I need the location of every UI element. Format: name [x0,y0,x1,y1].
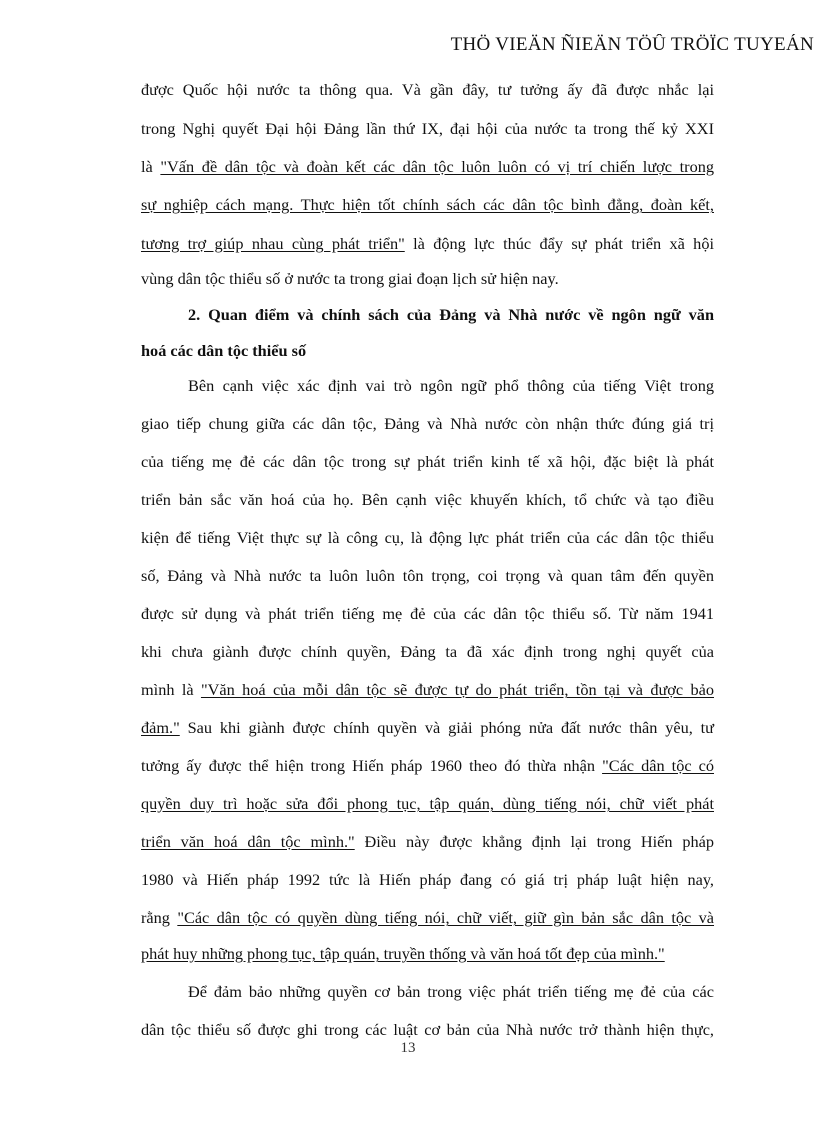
text-line [141,195,714,215]
text-line: rằng "Các dân tộc có quyền dùng tiếng nói, chữ viết, giữ gìn bản sắc dân tộc và [141,908,715,927]
text-line: được Quốc hội nước ta thông qua. Và gần đây, tư tưởng ấy đã được nhắc lại [141,80,714,99]
text-line: được sử dụng và phát triển tiếng mẹ đẻ của các dân tộc thiểu số. Từ năm 1941 [141,604,714,623]
quote-underlined: đảm." [141,718,180,737]
text-line: mình là "Văn hoá của mỗi dân tộc sẽ được tự do phát triển, tồn tại và được bảo [141,680,714,699]
quote-underlined: "Các dân tộc có [602,756,714,775]
section-heading: 2. Quan điểm và chính sách của Đảng và Nhà nước về ngôn ngữ văn [188,305,714,324]
text-line: kiện để tiếng Việt thực sự là công cụ, là động lực phát triển của các dân tộc thiểu [141,528,714,547]
quote-underlined: phát huy những phong tục, tập quán, truyền thống và văn hoá tốt đẹp của mình." [141,944,665,963]
text-line: triển văn hoá dân tộc mình." Điều này được khẳng định lại trong Hiến pháp [141,832,714,851]
text-line: 1980 và Hiến pháp 1992 tức là Hiến pháp đang có giá trị pháp luật hiện nay, [141,870,714,889]
running-header: THÖ VIEÄN ÑIEÄN TÖÛ TRÖÏC TUYEÁN [450,34,814,55]
quote-underlined: quyền duy trì hoặc sửa đổi phong tục, tập quán, dùng tiếng nói, chữ viết phát [141,794,714,813]
quote-underlined: tương trợ giúp nhau cùng phát triển" [141,234,405,253]
text-line: là "Vấn đề dân tộc và đoàn kết các dân tộc luôn luôn có vị trí chiến lược trong [141,157,714,176]
text-line: Bên cạnh việc xác định vai trò ngôn ngữ phổ thông của tiếng Việt trong [188,376,714,395]
text-line: giao tiếp chung giữa các dân tộc, Đảng và Nhà nước còn nhận thức đúng giá trị [141,414,714,433]
text-line: vùng dân tộc thiểu số ở nước ta trong giai đoạn lịch sử hiện nay. [141,269,559,288]
text-line: tương trợ giúp nhau cùng phát triển" là động lực thúc đẩy sự phát triển xã hội [141,234,714,253]
quote-underlined: sự nghiệp cách mạng. Thực hiện tốt chính sách các dân tộc bình đẳng, đoàn kết, [141,195,714,214]
quote-underlined: "Văn hoá của mỗi dân tộc sẽ được tự do phát triển, tồn tại và được bảo [200,680,714,699]
text-line: của tiếng mẹ đẻ các dân tộc trong sự phát triển kinh tế xã hội, đặc biệt là phát [141,452,714,471]
text-line: trong Nghị quyết Đại hội Đảng lần thứ IX, đại hội của nước ta trong thế kỷ XXI [141,119,714,138]
text-line: tưởng ấy được thể hiện trong Hiến pháp 1960 theo đó thừa nhận "Các dân tộc có [141,756,714,775]
text-line [141,794,714,814]
text-line: đảm." Sau khi giành được chính quyền và giải phóng nửa đất nước thân yêu, tư [141,718,714,737]
text-line: số, Đảng và Nhà nước ta luôn luôn tôn trọng, coi trọng và quan tâm đến quyền [141,566,714,585]
text-line: khi chưa giành được chính quyền, Đảng ta đã xác định trong nghị quyết của [141,642,714,661]
quote-underlined: "Các dân tộc có quyền dùng tiếng nói, chữ viết, giữ gìn bản sắc dân tộc và [177,908,715,927]
text-line: dân tộc thiểu số được ghi trong các luật cơ bản của Nhà nước trở thành hiện thực, [141,1020,714,1039]
quote-underlined: "Vấn đề dân tộc và đoàn kết các dân tộc luôn luôn có vị trí chiến lược trong [160,157,714,176]
quote-underlined: triển văn hoá dân tộc mình." [141,832,355,851]
section-heading-cont: hoá các dân tộc thiểu số [141,341,307,360]
text-line [141,944,714,964]
text-line: Để đảm bảo những quyền cơ bản trong việc phát triển tiếng mẹ đẻ của các [188,982,714,1001]
page-number: 13 [400,1040,416,1056]
text-line: triển bản sắc văn hoá của họ. Bên cạnh việc khuyến khích, tổ chức và tạo điều [141,490,714,509]
